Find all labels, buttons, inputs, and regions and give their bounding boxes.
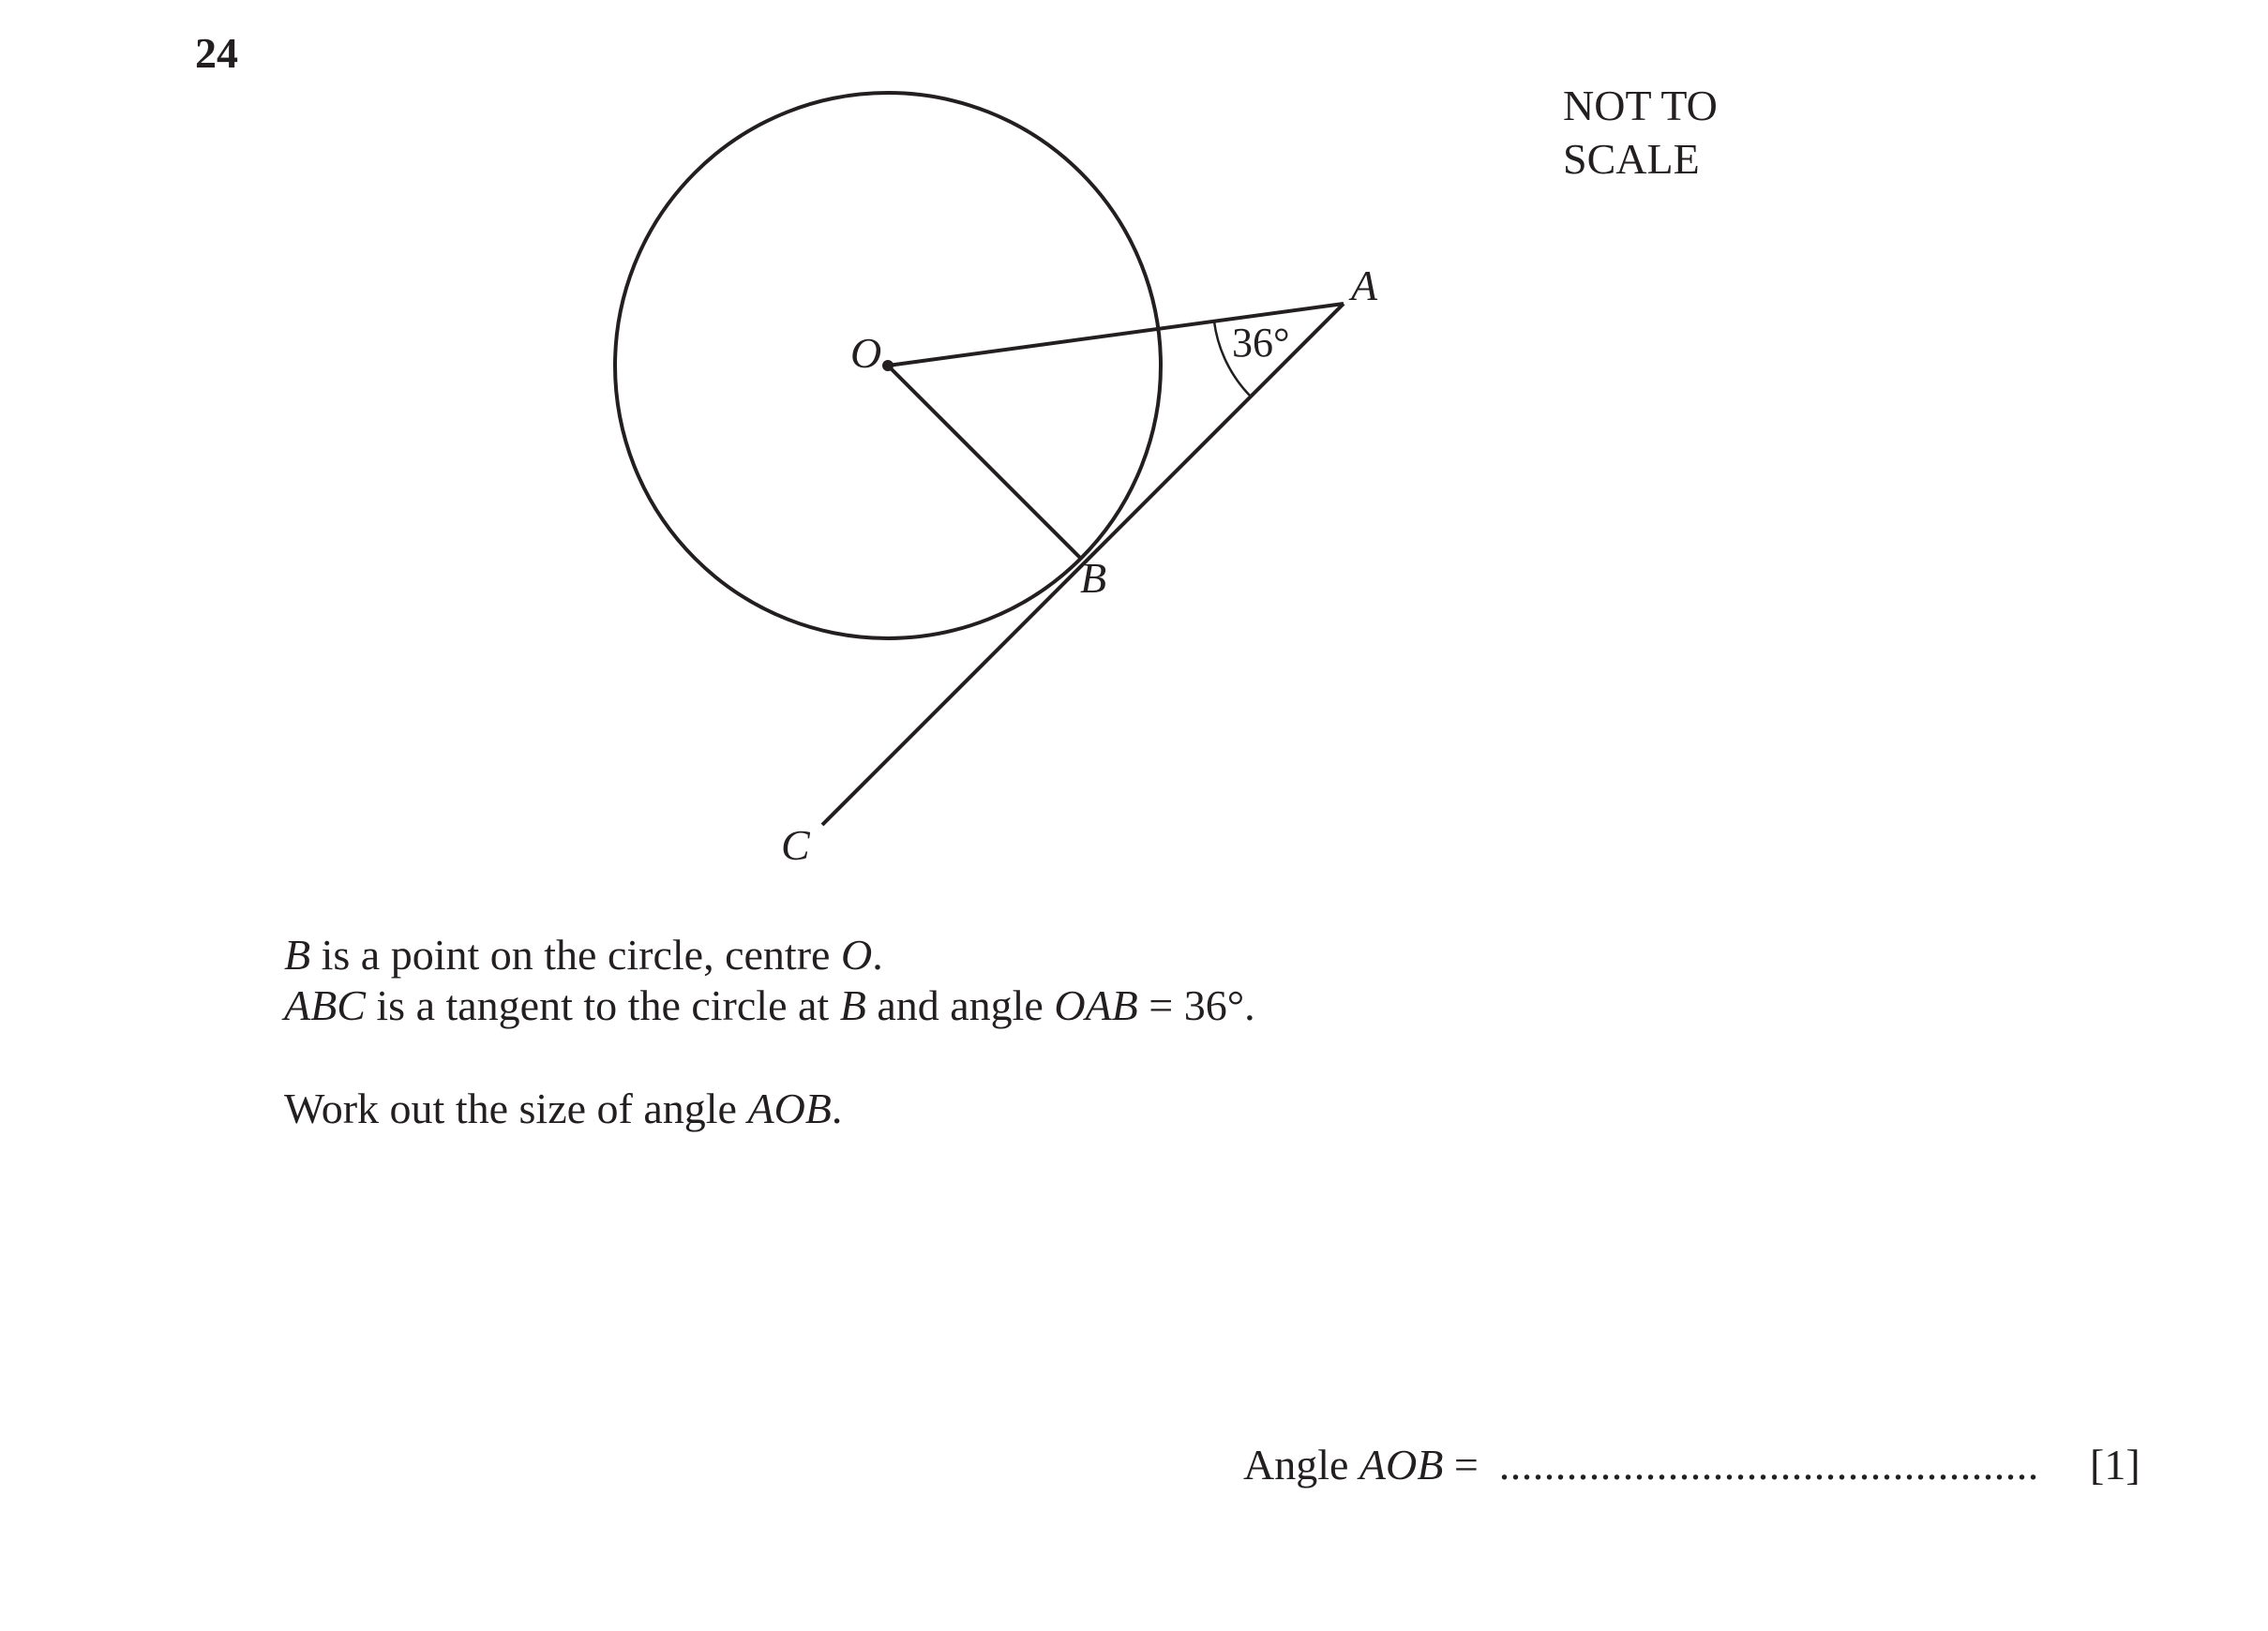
var-aob: AOB: [747, 1085, 832, 1132]
centre-point: [882, 360, 894, 371]
text-fragment: is a tangent to the circle at: [365, 981, 840, 1029]
var-oab: OAB: [1054, 981, 1138, 1029]
label-o: O: [850, 329, 882, 377]
text-fragment: .: [831, 1085, 843, 1132]
var-o: O: [840, 931, 873, 979]
text-fragment: is a point on the circle, centre: [310, 931, 841, 979]
statement-line-1: [284, 931, 883, 979]
answer-label: [1243, 1441, 1479, 1489]
not-to-scale-line2: SCALE: [1563, 135, 1700, 183]
question-number: 24: [195, 29, 238, 77]
line-ob: [888, 366, 1081, 559]
var-abc: ABC: [284, 981, 366, 1029]
var-aob: AOB: [1359, 1441, 1444, 1489]
text-fragment: Angle: [1243, 1441, 1359, 1489]
label-b: B: [1080, 554, 1107, 602]
label-c: C: [781, 821, 810, 869]
text-fragment: and angle: [865, 981, 1055, 1029]
not-to-scale-line1: NOT TO: [1563, 82, 1718, 129]
var-b: B: [284, 931, 311, 979]
var-b: B: [839, 981, 866, 1029]
marks-label: [1]: [2090, 1441, 2140, 1489]
question-instruction: [284, 1087, 842, 1130]
text-fragment: = 36°.: [1137, 981, 1255, 1029]
answer-field[interactable]: ................................................: [1498, 1441, 2039, 1489]
statement-line-2: [284, 981, 1255, 1029]
text-fragment: Work out the size of angle: [284, 1085, 748, 1132]
text-fragment: .: [872, 931, 883, 979]
label-a: A: [1351, 262, 1378, 309]
answer-line: [1243, 1441, 2039, 1489]
text-fragment: =: [1443, 1441, 1479, 1489]
angle-label: 36°: [1232, 320, 1290, 366]
